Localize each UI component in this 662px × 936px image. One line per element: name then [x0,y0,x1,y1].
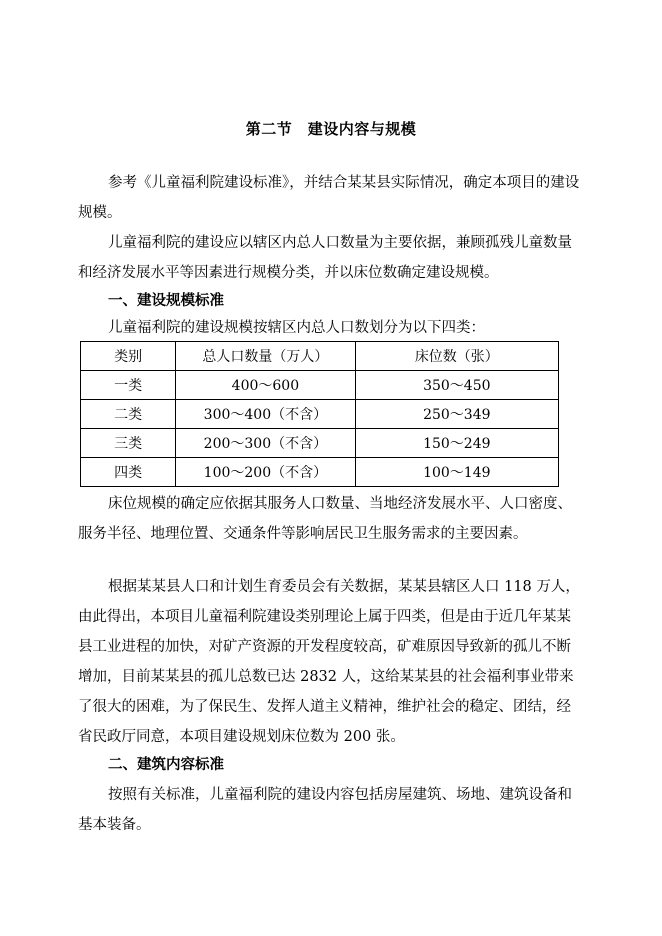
cell-category: 四类 [81,458,176,487]
cell-beds: 350～450 [355,371,558,400]
cell-category: 一类 [81,371,176,400]
table-row [81,400,559,429]
table-intro-paragraph: 儿童福利院的建设规模按辖区内总人口数划分为以下四类： [108,320,485,336]
table-row [81,371,559,400]
intro-paragraph-2: 儿童福利院的建设应以辖区内总人口数量为主要依据，兼顾孤残儿童数量和经济发展水平等因素进行规模分类，并以床位数确定建设规模。 [78,235,572,281]
table-header-row [81,342,559,371]
cell-category: 三类 [81,429,176,458]
header-category: 类别 [81,342,176,371]
cell-population: 200～300（不含） [176,429,355,458]
cell-population: 100～200（不含） [176,458,355,487]
header-population: 总人口数量（万人） [176,342,355,371]
cell-beds: 250～349 [355,400,558,429]
heading-scale-standard: 一、建设规模标准 [108,292,224,309]
heading-building-content: 二、建筑内容标准 [108,756,224,773]
cell-category: 二类 [81,400,176,429]
cell-beds: 150～249 [355,429,558,458]
cell-population: 400～600 [176,371,355,400]
scale-standard-table [80,341,559,487]
intro-paragraph-1: 参考《儿童福利院建设标准》，并结合某某县实际情况，确定本项目的建设规模。 [78,175,580,221]
table-row [81,429,559,458]
cell-population: 300～400（不含） [176,400,355,429]
bed-scale-paragraph: 床位规模的确定应依据其服务人口数量、当地经济发展水平、人口密度、服务半径、地理位置、交通条件等影响居民卫生服务需求的主要因素。 [78,496,572,542]
table-row [81,458,559,487]
cell-beds: 100～149 [355,458,558,487]
analysis-paragraph: 根据某某县人口和计划生育委员会有关数据，某某县辖区人口 118 万人，由此得出，本项目儿童福利院建设类别理论上属于四类，但是由于近几年某某县工业进程的加快，对矿产资源的开发程度较高，矿难原因导致新的孤儿不断增加，目前某某县的孤儿总数已达 2832 人，这给某某县的社会福利事业带来了很大的困难，为了保民生、发挥人道主义精神，维护社会的稳定、团结，经省民政厅同意，本项目建设规划床位数为 200 张。 [78,579,580,745]
header-beds: 床位数（张） [355,342,558,371]
building-content-paragraph: 按照有关标准，儿童福利院的建设内容包括房屋建筑、场地、建筑设备和基本装备。 [78,787,572,833]
section-title: 第二节 建设内容与规模 [245,120,417,138]
